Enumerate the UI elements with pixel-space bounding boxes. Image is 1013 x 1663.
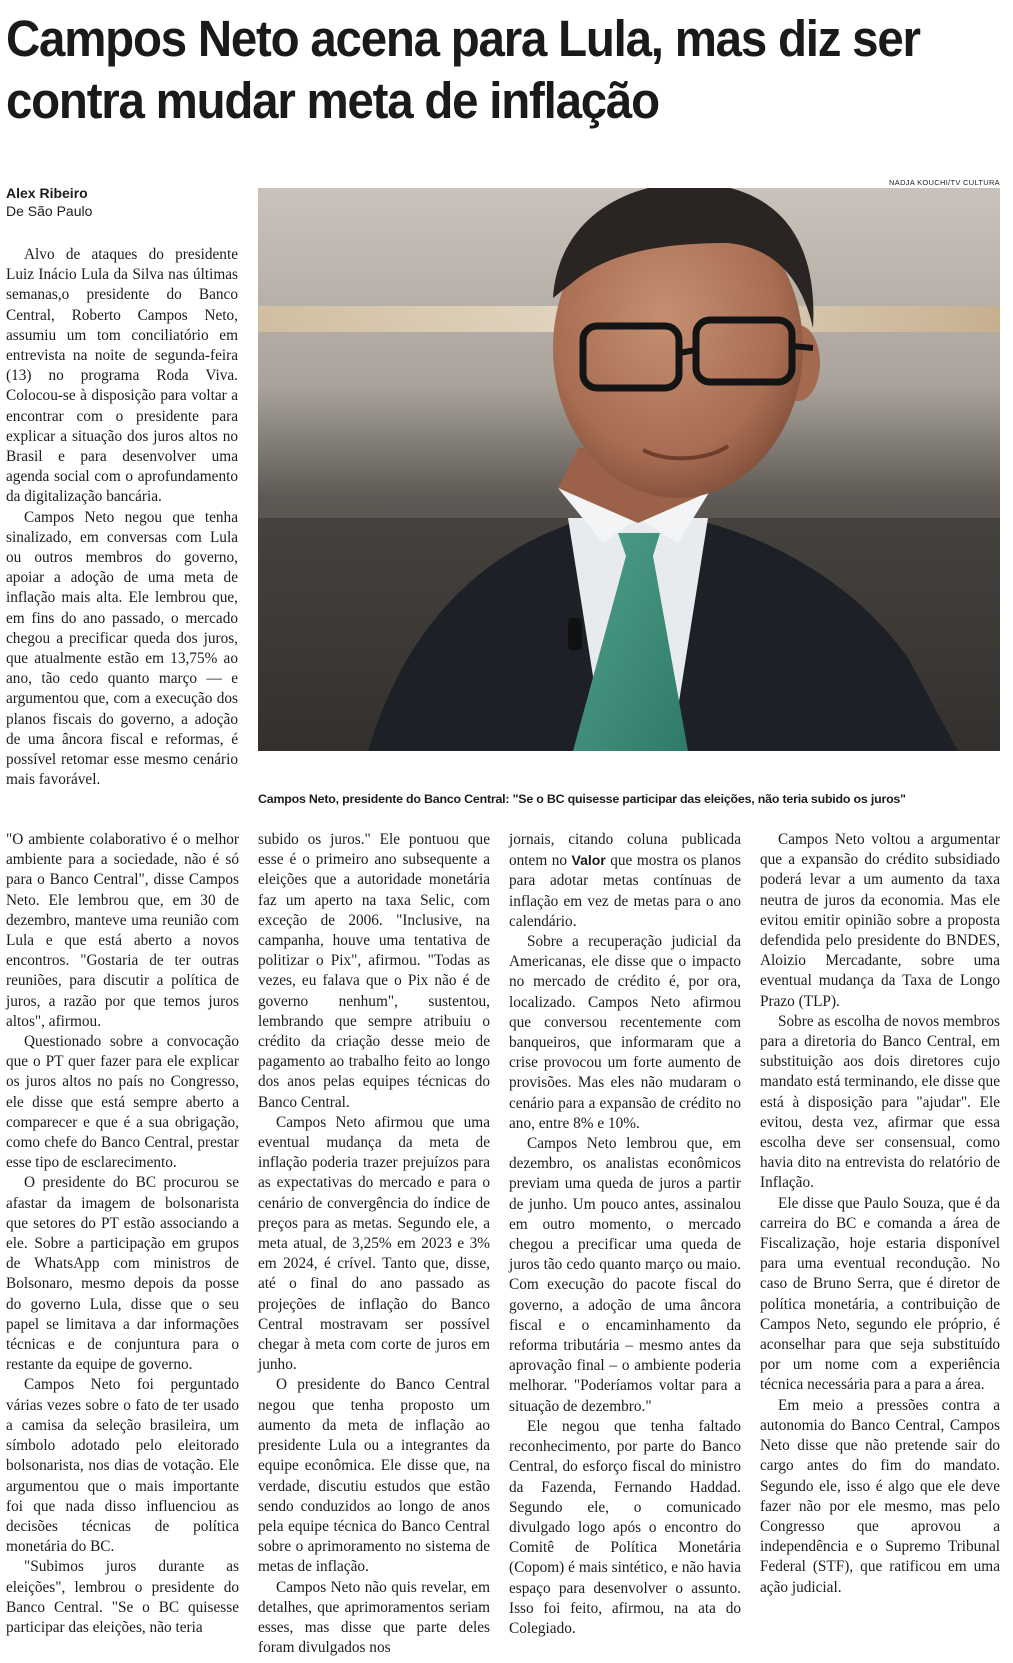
- paragraph: Sobre a recuperação judicial da Americanas, ele disse que o impacto no mercado de crédito é, por ora, localizado. Campos Neto afirmou que conversou recentemente com banqueiros, que informaram que a crise provocou um forte aumento de provisões. Mas eles não mudaram o cenário para a expansão de crédito no ano, entre 8% e 10%.: [509, 933, 741, 1132]
- paragraph: Campos Neto negou que tenha sinalizado, em conversas com Lula ou outros membros do governo, apoiar a adoção de uma meta de inflação mais alta. Ele lembrou que, em fins do ano passado, o mercado chegou a precificar queda dos juros, que atualmente estão em 13,75% ao ano, tão cedo quanto março — e argumentou que, com a execução dos planos fiscais do governo, a adoção de uma âncora fiscal e reformas, é possível retomar esse mesmo cenário mais favorável.: [6, 508, 238, 789]
- text-run: que mostra os planos para adotar metas contínuas de inflação em vez de metas para o ano calendário.: [509, 852, 741, 930]
- paragraph: Em meio a pressões contra a autonomia do Banco Central, Campos Neto disse que não pretende sair do cargo antes do fim do mandato. Segundo ele, isso é algo que ele deve fazer não por ele mesmo, mas pelo Congresso que aprovou a independência e o Supremo Tribunal Federal (STF), que ratificou em uma ação judicial.: [760, 1396, 1000, 1596]
- paragraph: "Subimos juros durante as eleições", lembrou o presidente do Banco Central. "Se o BC quisesse participar das eleições, não teria: [6, 1558, 239, 1636]
- text-run: jornais, citando coluna publicada ontem no: [509, 831, 741, 870]
- paragraph: Alvo de ataques do presidente Luiz Inácio Lula da Silva nas últimas semanas,o presidente do Banco Central, Roberto Campos Neto, assumiu um tom conciliatório em entrevista na noite de segunda-feira (13) no programa Roda Viva. Colocou-se à disposição para voltar a encontrar com o presidente para explicar a situação dos juros altos no Brasil e para desenvolver uma agenda social com o aprofundamento da digitalização bancária.: [6, 246, 238, 506]
- headline: Campos Neto acena para Lula, mas diz ser contra mudar meta de inflação: [6, 10, 920, 129]
- paragraph: Campos Neto não quis revelar, em detalhes, que aprimoramentos seriam esses, mas disse que parte deles foram divulgados nos: [258, 1578, 490, 1657]
- photo-credit: NADJA KOUCHI/TV CULTURA: [889, 178, 1000, 187]
- photo-caption: Campos Neto, presidente do Banco Central: "Se o BC quisesse participar das eleições, não teria subido os juros": [258, 792, 906, 806]
- paragraph: Campos Neto afirmou que uma eventual mudança da meta de inflação poderia trazer prejuízos para as expectativas do mercado e para o cenário de convergência do índice de preços para as metas. Segundo ele, a meta atual, de 3,25% em 2023 e 3% em 2024, é crível. Tanto que, disse, até o final do ano passado as projeções de inflação do Banco Central mostravam ser possível chegar à meta com corte de juros em junho.: [258, 1113, 490, 1374]
- paragraph: O presidente do Banco Central negou que tenha proposto um aumento da meta de inflação ao presidente Lula ou a integrantes da equipe econômica. Ele disse que, na verdade, discutiu estudos que estão sendo conduzidos ao longo de anos pela equipe técnica do Banco Central sobre o aprimoramento no sistema de metas de inflação.: [258, 1376, 490, 1576]
- author-location: De São Paulo: [6, 203, 93, 219]
- column-4: [760, 830, 1000, 1598]
- column-1-bottom: [6, 830, 239, 1638]
- byline: [6, 184, 246, 221]
- author-name: Alex Ribeiro: [6, 185, 88, 201]
- column-2: [258, 830, 490, 1658]
- column-3: [509, 830, 741, 1639]
- paragraph: O presidente do BC procurou se afastar da imagem de bolsonarista que setores do PT estão associando a ele. Sobre a participação em grupos de WhatsApp com ministros de Bolsonaro, mesmo depois da posse do governo Lula, disse que o seu papel se limitava a dar informações técnicas e de conjuntura para o restante da equipe de governo.: [6, 1174, 239, 1374]
- paragraph: Campos Neto lembrou que, em dezembro, os analistas econômicos previam uma queda de juros a partir de junho. Um pouco antes, assinalou em outro momento, o mercado chegou a precificar uma queda de juros tão cedo quanto março ou maio. Com execução do pacote fiscal do governo, a adoção de uma âncora fiscal e o encaminhamento da reforma tributária – mesmo antes da aprovação final – o ambiente poderia melhorar. "Poderíamos voltar para a situação de dezembro.": [509, 1135, 741, 1415]
- paragraph: Campos Neto voltou a argumentar que a expansão do crédito subsidiado poderá levar a um aumento da taxa neutra de juros da economia. Mas ele evitou emitir opinião sobre a proposta defendida pelo presidente do BNDES, Aloizio Mercadante, sobre uma eventual mudança da Taxa de Longo Prazo (TLP).: [760, 831, 1000, 1010]
- paragraph: Ele negou que tenha faltado reconhecimento, por parte do Banco Central, do esforço fiscal do ministro da Fazenda, Fernando Haddad. Segundo ele, o comunicado divulgado logo após o encontro do Comitê de Política Monetária (Copom) é mais sintético, e não havia espaço para desenvolver o assunto. Isso foi feito, afirmou, na ata do Colegiado.: [509, 1417, 741, 1637]
- column-1-top: [6, 245, 238, 790]
- paragraph: "O ambiente colaborativo é o melhor ambiente para a sociedade, não é só para o Banco Central", disse Campos Neto. Ele lembrou que, em 30 de dezembro, manteve uma reunião com Lula e que está aberto a novos encontros. "Gostaria de ter outras reuniões, para discutir a política de juros, a razão por que temos juros altos", afirmou.: [6, 831, 239, 1030]
- paragraph: Sobre as escolha de novos membros para a diretoria do Banco Central, em substituição aos dois diretores cujo mandato está terminando, ele disse que está à disposição para "ajudar". Ele evitou, desta vez, afirmar que essa escolha deve ser consensual, como havia dito na entrevista do relatório de Inflação.: [760, 1012, 1000, 1192]
- portrait-photo: [258, 188, 1000, 751]
- paragraph: [509, 830, 741, 932]
- paragraph: Ele disse que Paulo Souza, que é da carreira do BC e comanda a área de Fiscalização, hoje estaria disponível para uma eventual recondução. No caso de Bruno Serra, que é diretor de política monetária, a contribuição de Campos Neto, segundo ele próprio, é aconselhar para que seja substituído por um nome com a experiência técnica necessária para a para a área.: [760, 1194, 1000, 1394]
- paragraph: Questionado sobre a convocação que o PT quer fazer para ele explicar os juros altos no país no Congresso, ele disse que está sempre aberto a comparecer e que é a sua obrigação, como chefe do Banco Central, prestar esse tipo de esclarecimento.: [6, 1033, 239, 1172]
- paragraph: subido os juros." Ele pontuou que esse é o primeiro ano subsequente a eleições que a autoridade monetária faz um aperto na taxa Selic, com exceção de 2006. "Inclusive, na campanha, houve uma tentativa de politizar o Pix", afirmou. "Todas as vezes, eu falava que o Pix não é de governo nenhum", sustentou, lembrando que sempre atribuiu o crédito da criação desse meio de pagamento ao trabalho feito ao longo dos anos pelas equipes técnicas do Banco Central.: [258, 831, 490, 1111]
- newspaper-name: Valor: [571, 852, 606, 869]
- paragraph: Campos Neto foi perguntado várias vezes sobre o fato de ter usado a camisa da seleção brasileira, um símbolo adotado pelo eleitorado bolsonarista, nos dias de votação. Ele argumentou que o mais importante foi que nada disso influenciou as decisões técnicas de política monetária do BC.: [6, 1376, 239, 1556]
